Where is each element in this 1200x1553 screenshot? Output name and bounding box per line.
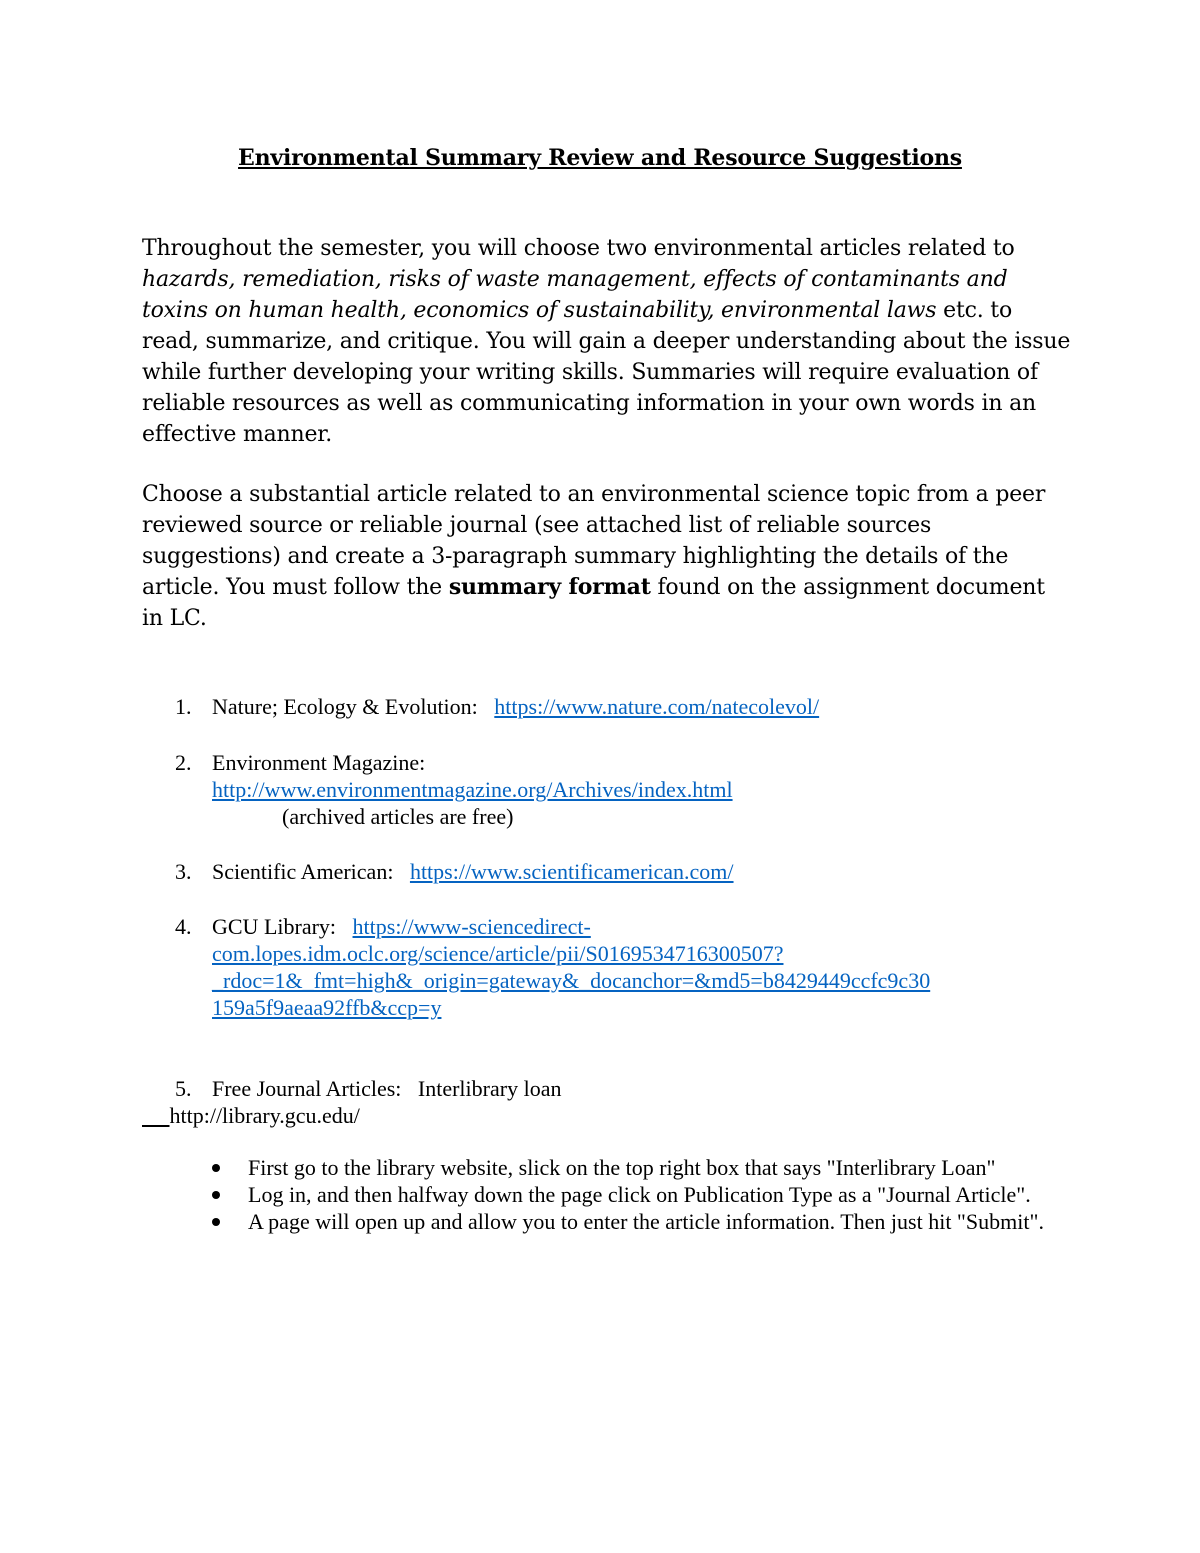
intro-topics: hazards, remediation, risks of waste management, effects of contaminants and toxins on human health, economics of sustainability, environmental laws xyxy=(142,267,1008,323)
bullet-icon xyxy=(212,1191,220,1199)
instructions-paragraph xyxy=(142,479,1072,634)
bullet-icon xyxy=(212,1164,220,1172)
resource-extra: Interlibrary loan xyxy=(417,1076,562,1101)
page-title: Environmental Summary Review and Resource Suggestions xyxy=(238,145,962,171)
library-link-line xyxy=(142,1102,360,1129)
resource-label: Scientific American: xyxy=(212,859,394,884)
resource-label: Environment Magazine: xyxy=(212,750,426,775)
library-link[interactable]: http://library.gcu.edu/ xyxy=(169,1103,360,1128)
list-item xyxy=(212,1181,1072,1208)
resource-link-gcu-library-line1[interactable]: https://www-sciencedirect- xyxy=(352,914,591,939)
resource-label: Free Journal Articles: xyxy=(212,1076,402,1101)
instructions-text-1: Choose a substantial article related to an environmental science topic from a peer reviewed source or reliable journal (see attached list of reliable sources suggestions) and create a 3-paragraph summary highlighting the details of the article. You must follow the xyxy=(142,482,1046,600)
resource-link-scientific-american[interactable]: https://www.scientificamerican.com/ xyxy=(409,859,734,884)
resource-link-gcu-library-line4[interactable]: 159a5f9aeaa92ffb&ccp=y xyxy=(212,995,442,1020)
resource-number: 5. xyxy=(175,1076,192,1101)
summary-format-emphasis: summary format xyxy=(448,574,651,600)
resource-link-gcu-library-line2[interactable]: com.lopes.idm.oclc.org/science/article/pii/S0169534716300507? xyxy=(212,941,784,966)
resource-link-nature[interactable]: https://www.nature.com/natecolevol/ xyxy=(494,694,820,719)
resource-number: 3. xyxy=(175,859,192,884)
resource-label: GCU Library: xyxy=(212,914,337,939)
resource-number: 2. xyxy=(175,750,192,775)
step-text: First go to the library website, slick on the top right box that says "Interlibrary Loan" xyxy=(248,1155,996,1180)
step-text: A page will open up and allow you to enter the article information. Then just hit "Submit". xyxy=(248,1209,1044,1234)
list-item xyxy=(212,1208,1072,1235)
intro-text-1: Throughout the semester, you will choose two environmental articles related to xyxy=(142,236,1015,261)
resource-number: 4. xyxy=(175,914,192,939)
resource-link-environment-magazine[interactable]: http://www.environmentmagazine.org/Archives/index.html xyxy=(212,777,733,802)
intro-paragraph xyxy=(142,233,1072,450)
list-item xyxy=(212,1154,1072,1181)
instructions-text-2: found on the assignment document in LC. xyxy=(142,575,1045,631)
resource-label: Nature; Ecology & Evolution: xyxy=(212,694,478,719)
resource-link-gcu-library-line3[interactable]: _rdoc=1&_fmt=high&_origin=gateway&_docanchor=&md5=b8429449ccfc9c30 xyxy=(212,968,931,993)
step-text: Log in, and then halfway down the page click on Publication Type as a "Journal Article". xyxy=(248,1182,1031,1207)
resource-note: (archived articles are free) xyxy=(282,804,514,829)
intro-text-2: etc. to read, summarize, and critique. You will gain a deeper understanding about the issue while further developing your writing skills. Summaries will require evaluation of reliable resources as well as communicating information in your own words in an effective manner. xyxy=(142,298,1071,447)
interlibrary-steps-list xyxy=(212,1154,1072,1235)
bullet-icon xyxy=(212,1218,220,1226)
resource-number: 1. xyxy=(175,694,192,719)
